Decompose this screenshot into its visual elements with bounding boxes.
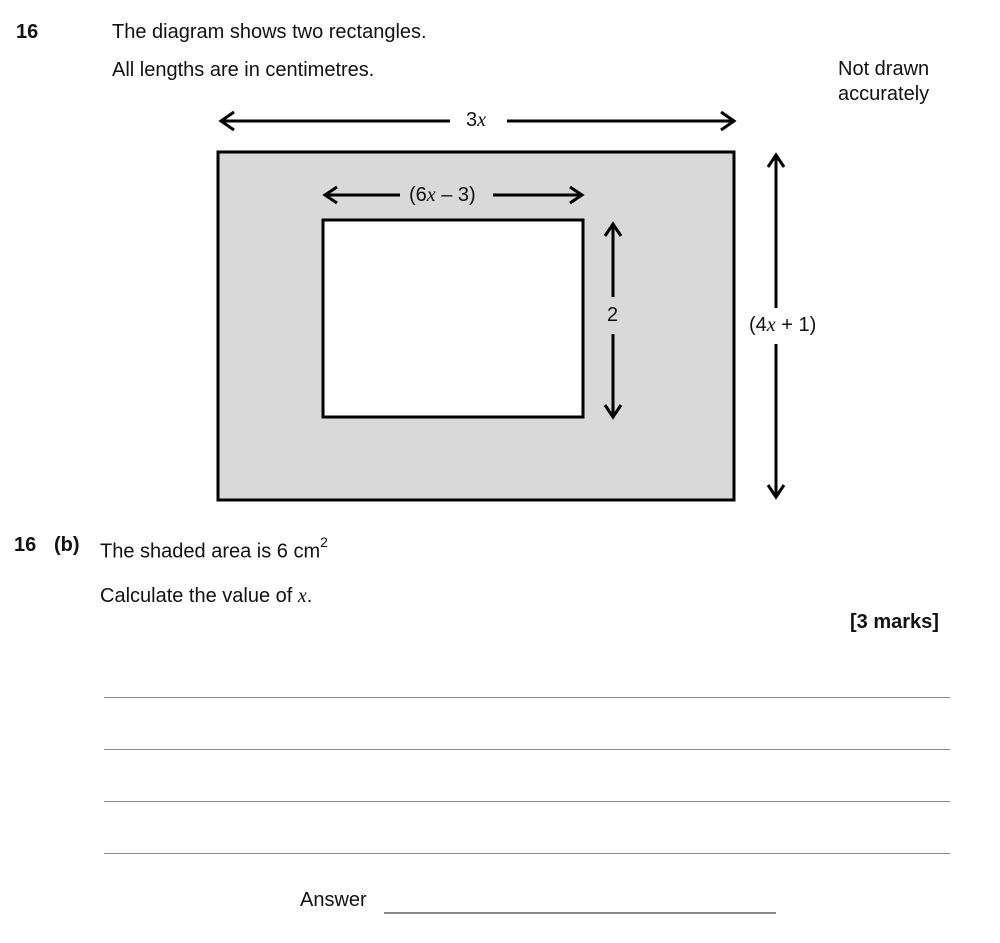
part-label: (b) <box>54 534 80 556</box>
working-line-3[interactable] <box>104 801 950 802</box>
question-intro: The diagram shows two rectangles. <box>112 21 427 43</box>
working-line-4[interactable] <box>104 853 950 854</box>
shaded-area-statement: The shaded area is 6 $cm^2$ <box>100 534 328 563</box>
outer-width-label: 3x <box>466 109 487 131</box>
units-note: All lengths are in centimetres. <box>112 59 375 81</box>
marks-label: [3 marks] <box>850 611 939 633</box>
inner-width-label: (6x – 3) <box>409 184 476 206</box>
not-drawn-accurately-line1: Not drawn <box>838 58 930 80</box>
question-number: 16 <box>16 21 39 43</box>
answer-line[interactable] <box>384 912 776 914</box>
not-drawn-accurately-line2: accurately <box>838 83 930 105</box>
working-line-1[interactable] <box>104 697 950 698</box>
part-question-number: 16 <box>14 534 37 556</box>
outer-height-label: (4x + 1) <box>749 314 817 336</box>
working-line-2[interactable] <box>104 749 950 750</box>
inner-rectangle <box>323 220 583 417</box>
inner-height-label: 2 <box>607 304 619 326</box>
answer-label: Answer <box>300 889 367 911</box>
calculate-instruction: Calculate the value of x. <box>100 585 313 607</box>
